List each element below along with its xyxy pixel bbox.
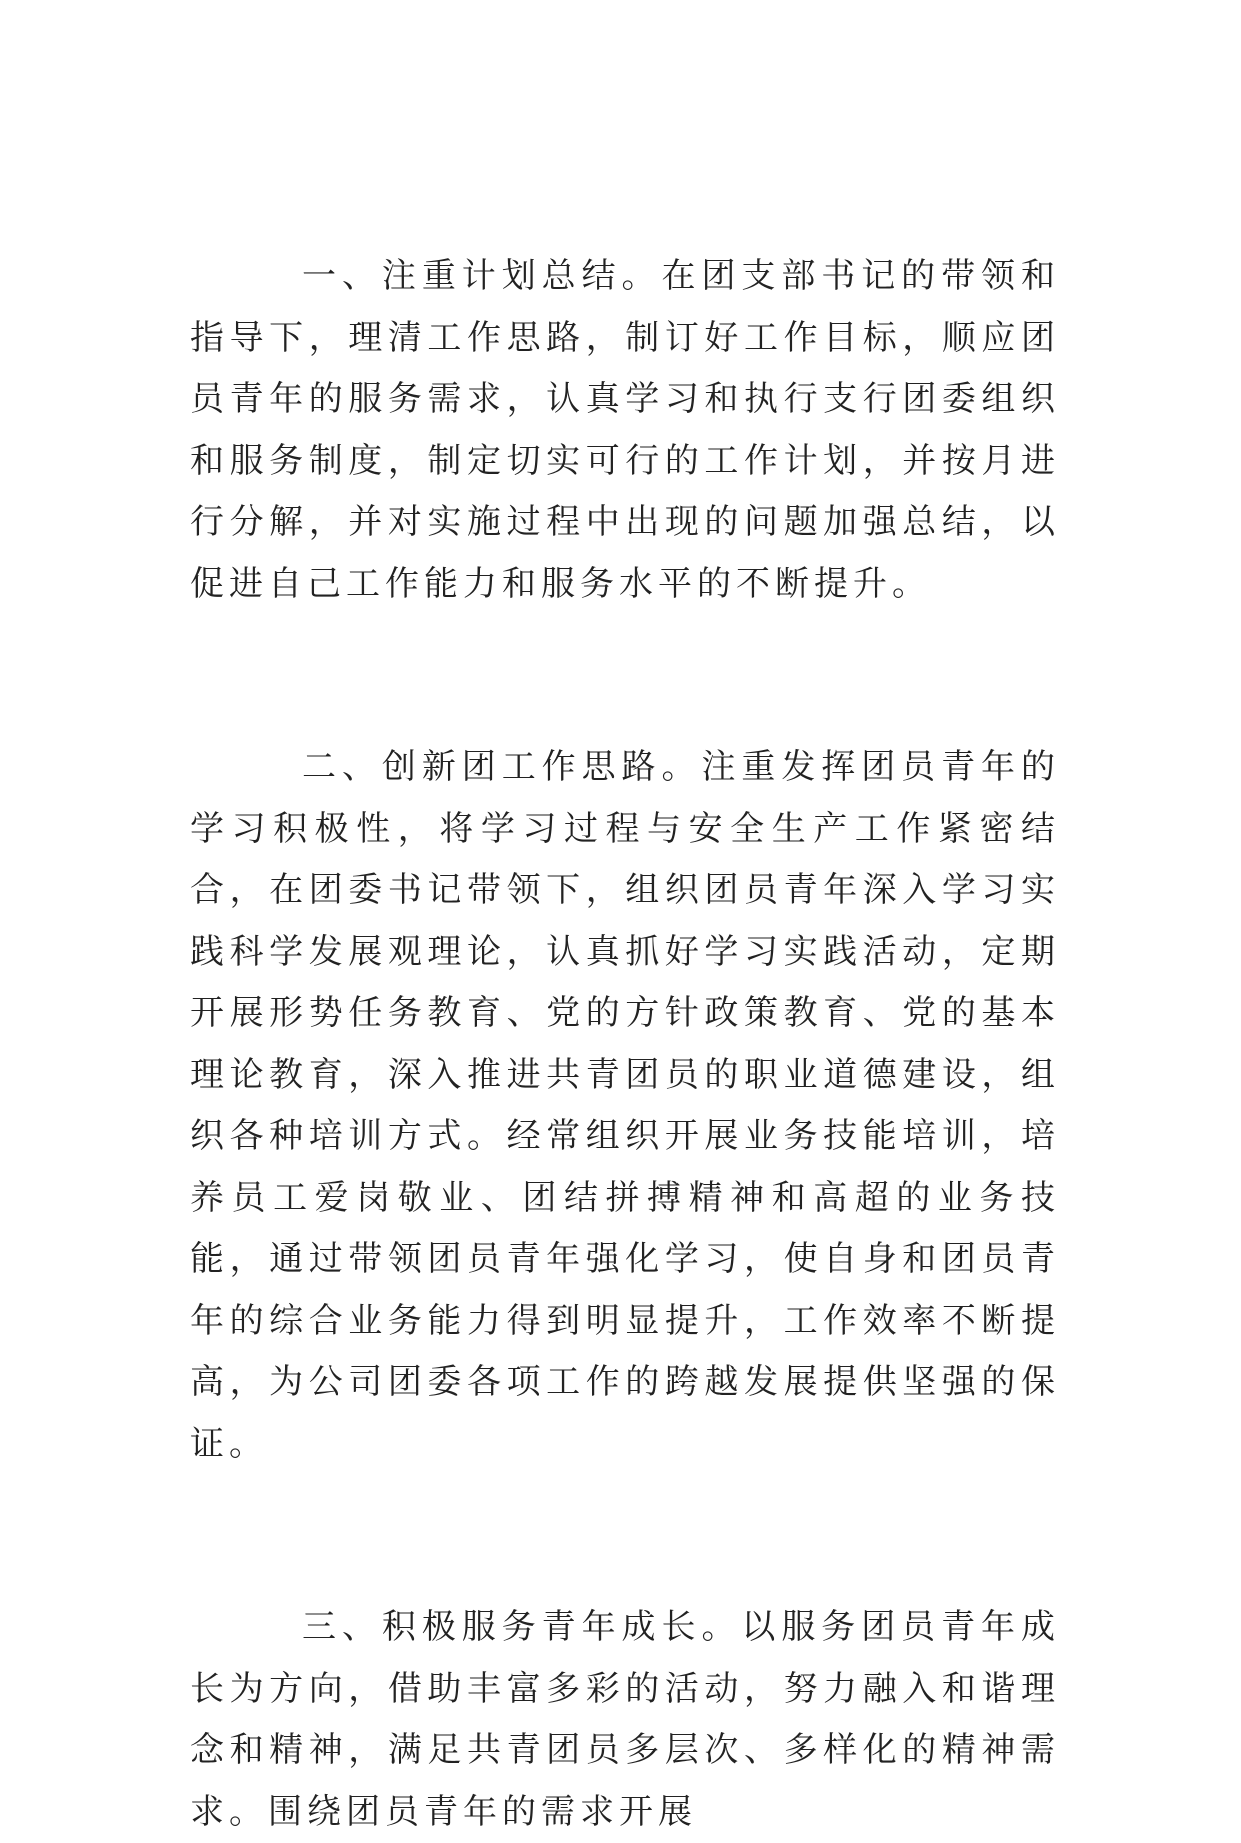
document-body (190, 246, 1060, 1843)
paragraph-plan-summary: 一、注重计划总结。在团支部书记的带领和指导下，理清工作思路，制订好工作目标，顺应团员青年的服务需求，认真学习和执行支行团委组织和服务制度，制定切实可行的工作计划，并按月进行分解，并对实施过程中出现的问题加强总结，以促进自己工作能力和服务水平的不断提升。 (190, 256, 1060, 604)
paragraph-youth-service: 三、积极服务青年成长。以服务团员青年成长为方向，借助丰富多彩的活动，努力融入和谐理念和精神，满足共青团员多层次、多样化的精神需求。围绕团员青年的需求开展 (190, 1607, 1060, 1832)
paragraph-innovation: 二、创新团工作思路。注重发挥团员青年的学习积极性，将学习过程与安全生产工作紧密结合，在团委书记带领下，组织团员青年深入学习实践科学发展观理论，认真抓好学习实践活动，定期开展形势任务教育、党的方针政策教育、党的基本理论教育，深入推进共青团员的职业道德建设，组织各种培训方式。经常组织开展业务技能培训，培养员工爱岗敬业、团结拼搏精神和高超的业务技能，通过带领团员青年强化学习，使自身和团员青年的综合业务能力得到明显提升，工作效率不断提高，为公司团委各项工作的跨越发展提供坚强的保证。 (190, 747, 1060, 1464)
